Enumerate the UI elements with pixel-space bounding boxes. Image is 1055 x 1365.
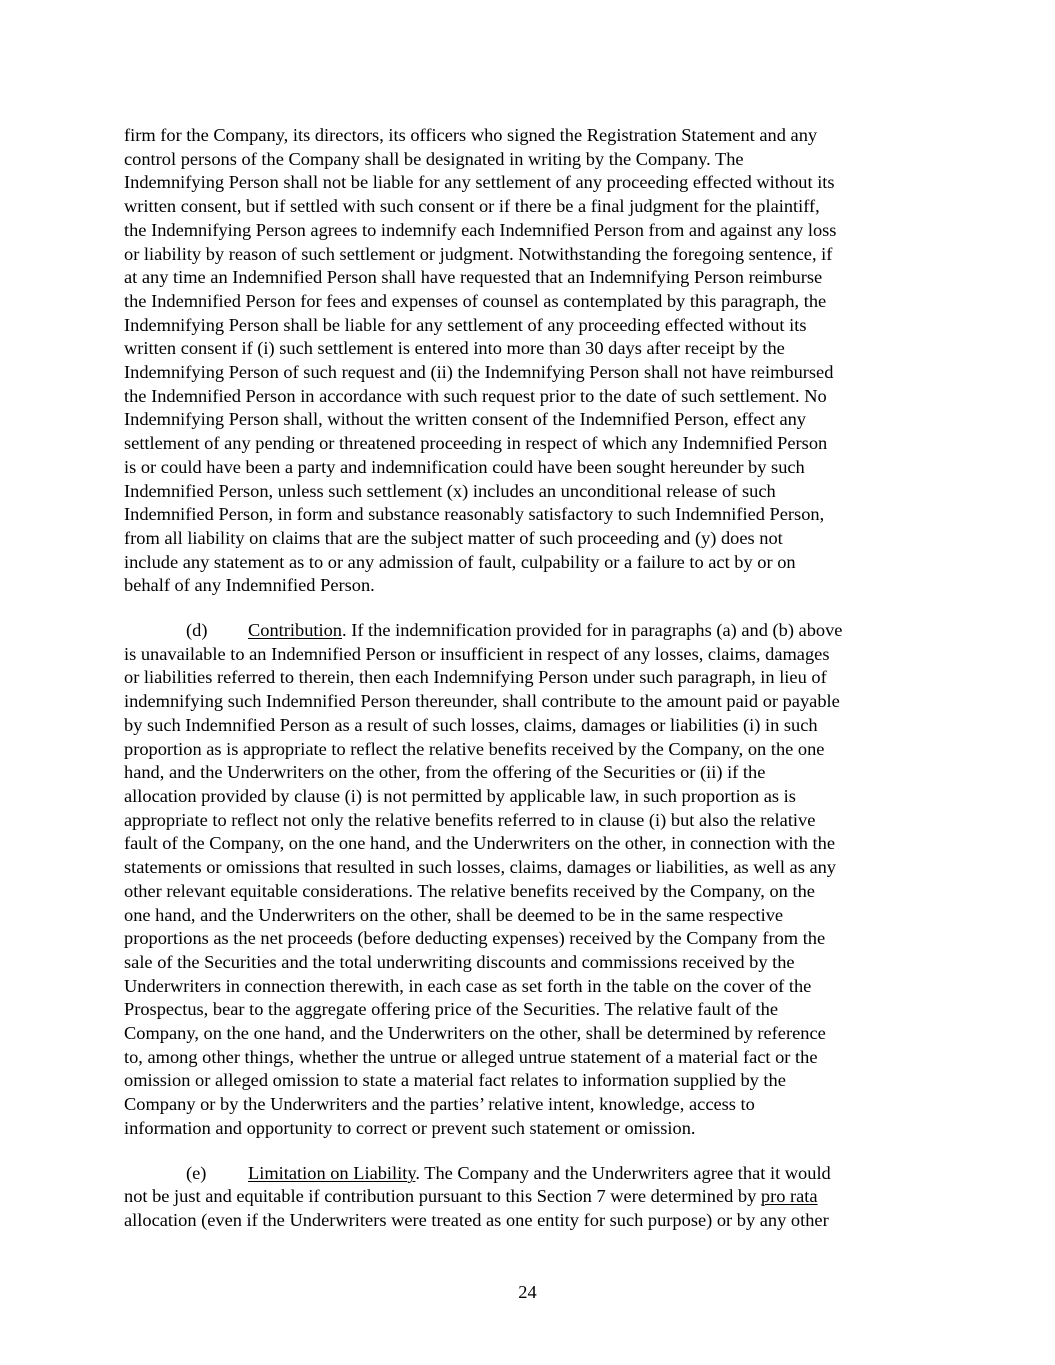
paragraph-d-line: sale of the Securities and the total underwriting discounts and commissions received by the [124, 951, 795, 972]
paragraph-e-second-line-text: not be just and equitable if contribution pursuant to this Section 7 were determined by [124, 1186, 761, 1207]
paragraph-c-line: settlement of any pending or threatened proceeding in respect of which any Indemnified Person [124, 433, 828, 454]
paragraph-d-line: Company, on the one hand, and the Underwriters on the other, shall be determined by reference [124, 1023, 826, 1044]
paragraph-c-line: at any time an Indemnified Person shall have requested that an Indemnifying Person reimburse [124, 267, 823, 288]
paragraph-d-first-line-text: . If the indemnification provided for in paragraphs (a) and (b) above [342, 620, 843, 641]
paragraph-d-line: to, among other things, whether the untrue or alleged untrue statement of a material fact or the [124, 1046, 818, 1067]
paragraph-c-line: firm for the Company, its directors, its officers who signed the Registration Statement and any [124, 125, 818, 145]
paragraph-e-heading: Limitation on Liability [248, 1162, 416, 1183]
paragraph-e-limitation [124, 1162, 934, 1233]
paragraph-e-second-line [124, 1185, 934, 1209]
paragraph-d-line: one hand, and the Underwriters on the other, shall be deemed to be in the same respective [124, 904, 784, 925]
paragraph-d-line: Underwriters in connection therewith, in each case as set forth in the table on the cover of the [124, 975, 812, 996]
paragraph-d-line: indemnifying such Indemnified Person thereunder, shall contribute to the amount paid or payable [124, 691, 840, 712]
paragraph-c-line: include any statement as to or any admission of fault, culpability or a failure to act by or on [124, 551, 796, 572]
paragraph-d-line: Company or by the Underwriters and the parties’ relative intent, knowledge, access to [124, 1094, 755, 1115]
paragraph-c-continuation [124, 124, 934, 598]
paragraph-d-label: (d) [186, 620, 208, 641]
paragraph-c-line: the Indemnifying Person agrees to indemnify each Indemnified Person from and against any loss [124, 219, 837, 240]
paragraph-d-line: fault of the Company, on the one hand, and the Underwriters on the other, in connection with the [124, 833, 836, 854]
paragraph-d-line: other relevant equitable considerations. The relative benefits received by the Company, on the [124, 880, 815, 901]
paragraph-d-contribution [124, 619, 934, 1140]
paragraph-c-line: Indemnifying Person shall not be liable for any settlement of any proceeding effected without its [124, 172, 835, 193]
paragraph-d-line: hand, and the Underwriters on the other, from the offering of the Securities or (ii) if the [124, 762, 766, 783]
paragraph-c-line: behalf of any Indemnified Person. [124, 575, 375, 596]
paragraph-c-line: the Indemnified Person in accordance with such request prior to the date of such settlement. No [124, 385, 827, 406]
paragraph-d-line: omission or alleged omission to state a material fact relates to information supplied by the [124, 1070, 786, 1091]
paragraph-c-line: control persons of the Company shall be designated in writing by the Company. The [124, 148, 744, 169]
paragraph-d-line: by such Indemnified Person as a result of such losses, claims, damages or liabilities (i) in such [124, 714, 818, 735]
document-page [124, 124, 934, 1233]
paragraph-c-line: or liability by reason of such settlement or judgment. Notwithstanding the foregoing sentence, if [124, 243, 833, 264]
paragraph-d-first-line [124, 619, 934, 643]
paragraph-d-line: proportions as the net proceeds (before deducting expenses) received by the Company from the [124, 928, 826, 949]
paragraph-d-line: statements or omissions that resulted in such losses, claims, damages or liabilities, as well as any [124, 857, 836, 878]
paragraph-c-line: Indemnifying Person shall be liable for any settlement of any proceeding effected without its [124, 314, 807, 335]
paragraph-e-first-line-text: . The Company and the Underwriters agree that it would [415, 1162, 831, 1183]
paragraph-c-line: is or could have been a party and indemnification could have been sought hereunder by such [124, 456, 805, 477]
paragraph-d-line: proportion as is appropriate to reflect the relative benefits received by the Company, on the one [124, 738, 825, 759]
paragraph-c-line: Indemnified Person, in form and substance reasonably satisfactory to such Indemnified Person, [124, 504, 825, 525]
pro-rata-term: pro rata [760, 1186, 818, 1207]
paragraph-c-line: Indemnifying Person of such request and (ii) the Indemnifying Person shall not have reimbursed [124, 362, 834, 383]
paragraph-c-line: Indemnifying Person shall, without the written consent of the Indemnified Person, effect any [124, 409, 806, 430]
paragraph-d-line: allocation provided by clause (i) is not permitted by applicable law, in such proportion as is [124, 785, 796, 806]
paragraph-d-line: appropriate to reflect not only the relative benefits referred to in clause (i) but also the relative [124, 809, 816, 830]
paragraph-d-line: Prospectus, bear to the aggregate offering price of the Securities. The relative fault of the [124, 999, 778, 1020]
paragraph-d-line: is unavailable to an Indemnified Person or insufficient in respect of any losses, claims, damages [124, 643, 830, 664]
paragraph-d-line: information and opportunity to correct or prevent such statement or omission. [124, 1117, 696, 1138]
paragraph-c-line: Indemnified Person, unless such settlement (x) includes an unconditional release of such [124, 480, 776, 501]
paragraph-d-body [124, 643, 934, 1141]
paragraph-c-line: from all liability on claims that are the subject matter of such proceeding and (y) does not [124, 527, 783, 548]
paragraph-c-line: written consent if (i) such settlement is entered into more than 30 days after receipt by the [124, 338, 785, 359]
paragraph-d-heading: Contribution [248, 620, 343, 641]
paragraph-gap [124, 598, 934, 619]
paragraph-gap [124, 1141, 934, 1162]
paragraph-d-line: or liabilities referred to therein, then each Indemnifying Person under such paragraph, in lieu of [124, 667, 827, 688]
paragraph-e-first-line [124, 1162, 934, 1186]
paragraph-c-line: written consent, but if settled with such consent or if there be a final judgment for the plaintiff, [124, 196, 820, 217]
paragraph-e-third-line: allocation (even if the Underwriters were treated as one entity for such purpose) or by any other [124, 1209, 829, 1230]
paragraph-c-line: the Indemnified Person for fees and expenses of counsel as contemplated by this paragraph, the [124, 290, 827, 311]
paragraph-e-label: (e) [186, 1162, 207, 1183]
page-number: 24 [518, 1282, 537, 1302]
